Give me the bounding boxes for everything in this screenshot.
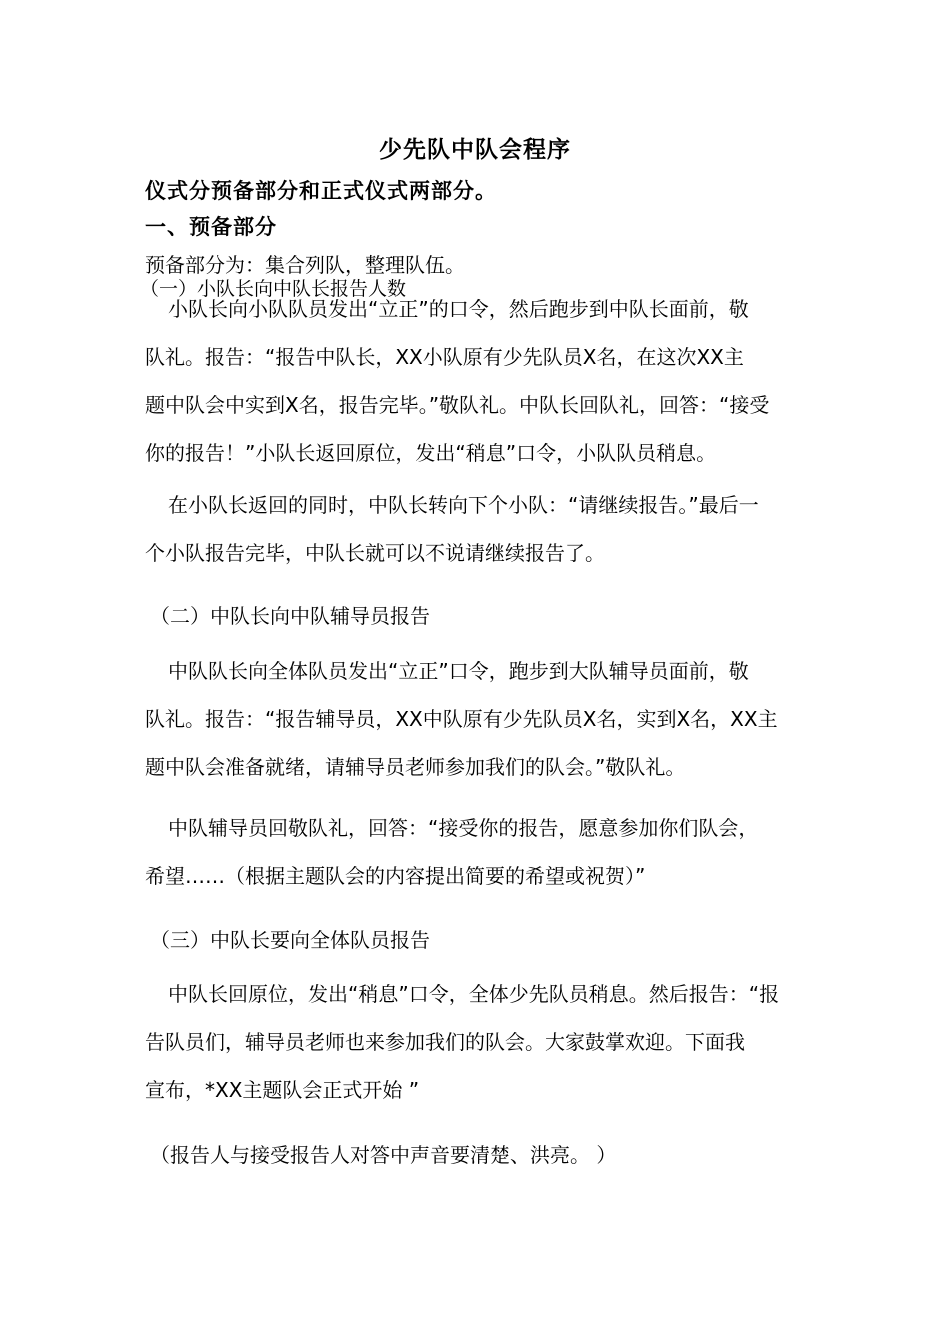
paragraph-line: 小队长向小队队员发出“立正”的口令，然后跑步到中队长面前，敬 xyxy=(168,297,749,321)
paragraph-line: 你的报告！”小队长返回原位，发出“稍息”口令，小队队员稍息。 xyxy=(145,441,717,465)
paragraph-line: 在小队长返回的同时，中队长转向下个小队：“请继续报告。”最后一 xyxy=(168,493,759,517)
paragraph-line: 个小队报告完毕，中队长就可以不说请继续报告了。 xyxy=(145,541,605,565)
paragraph-line: 中队辅导员回敬队礼，回答：“接受你的报告，愿意参加你们队会， xyxy=(168,816,759,840)
paragraph-line: 希望……（根据主题队会的内容提出简要的希望或祝贺）” xyxy=(145,864,646,888)
paragraph-line: 中队长回原位，发出“稍息”口令，全体少先队员稍息。然后报告：“报 xyxy=(168,982,780,1006)
paragraph-line: 队礼。报告：“报告辅导员，XX中队原有少先队员X名，实到X名，XX主 xyxy=(145,707,778,731)
paragraph-line: 告队员们，辅导员老师也来参加我们的队会。大家鼓掌欢迎。下面我 xyxy=(145,1030,745,1054)
paragraph-line: 题中队会准备就绪，请辅导员老师参加我们的队会。”敬队礼。 xyxy=(145,755,686,779)
paragraph-line: 宣布，*XX主题队会正式开始 ” xyxy=(145,1078,420,1102)
document-title: 少先队中队会程序 xyxy=(379,137,571,163)
closing-note: （报告人与接受报告人对答中声音要清楚、洪亮。 ） xyxy=(150,1143,617,1167)
paragraph-counselor-reply xyxy=(145,804,810,900)
intro-line: 仪式分预备部分和正式仪式两部分。 xyxy=(145,179,497,203)
paragraph-line: 题中队会中实到X名，报告完毕。”敬队礼。中队长回队礼，回答：“接受 xyxy=(145,393,770,417)
preparation-line: 预备部分为：集合列队，整理队伍。 xyxy=(145,253,465,277)
paragraph-squad-report xyxy=(145,285,810,477)
paragraph-announcement xyxy=(145,970,810,1114)
paragraph-line: 中队队长向全体队员发出“立正”口令，跑步到大队辅导员面前，敬 xyxy=(168,659,749,683)
subsection-heading-2: （二）中队长向中队辅导员报告 xyxy=(150,604,430,628)
paragraph-line: 队礼。报告：“报告中队长，XX小队原有少先队员X名，在这次XX主 xyxy=(145,345,744,369)
paragraph-continue-report xyxy=(145,481,810,577)
subsection-heading-3: （三）中队长要向全体队员报告 xyxy=(150,928,430,952)
paragraph-counselor-report xyxy=(145,647,810,791)
section-heading-preparation: 一、预备部分 xyxy=(145,215,277,239)
subsection-heading-1: （一）小队长向中队长报告人数 xyxy=(140,278,407,300)
